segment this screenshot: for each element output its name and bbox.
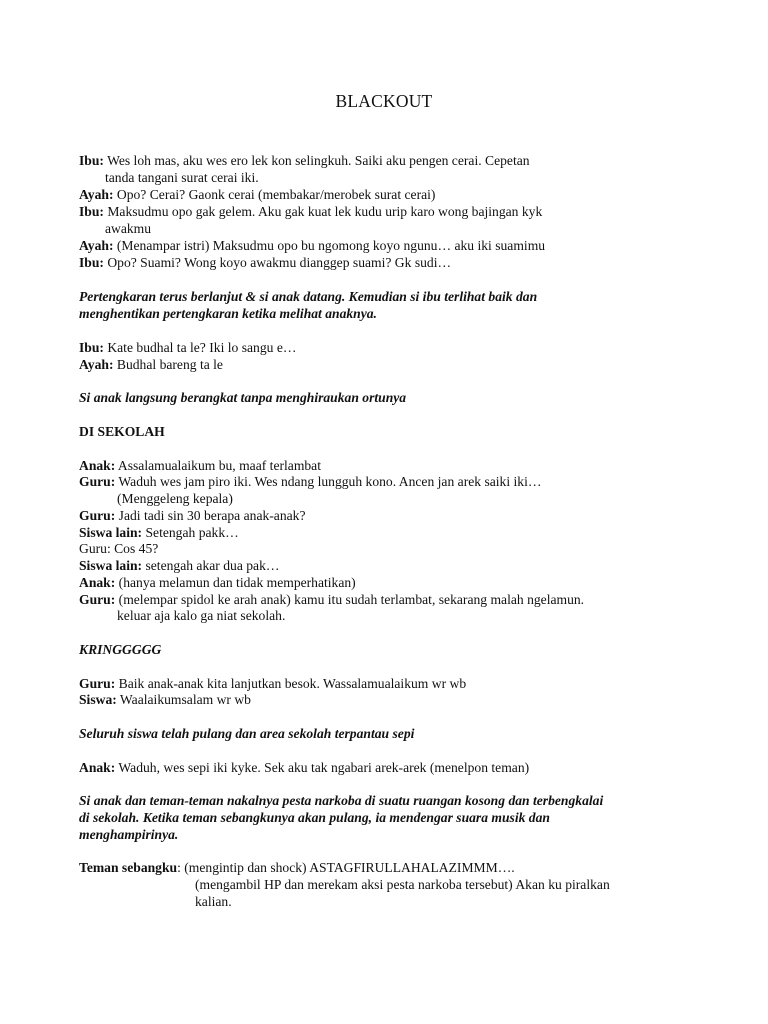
dialogue-line bbox=[79, 255, 451, 272]
speaker-label: Teman sebangku bbox=[79, 860, 178, 875]
stage-direction: Si anak dan teman-teman nakalnya pesta narkoba di suatu ruangan kosong dan terbengkalai bbox=[79, 793, 604, 808]
speaker-label: Guru: bbox=[79, 592, 116, 607]
speaker-label: Siswa lain: bbox=[79, 558, 143, 573]
stage-direction: menghentikan pertengkaran ketika melihat anaknya. bbox=[79, 306, 377, 321]
dialogue-line bbox=[79, 153, 530, 170]
dialogue-text: Baik anak-anak kita lanjutkan besok. Wassalamualaikum wr wb bbox=[115, 676, 467, 691]
stage-direction: Pertengkaran terus berlanjut & si anak datang. Kemudian si ibu terlihat baik dan bbox=[79, 289, 538, 304]
dialogue-text: Waduh, wes sepi iki kyke. Sek aku tak ngabari arek-arek (menelpon teman) bbox=[115, 760, 530, 775]
dialogue-text: Assalamualaikum bu, maaf terlambat bbox=[115, 458, 321, 473]
stage-direction: KRINGGGGG bbox=[79, 642, 162, 657]
scene-heading: DI SEKOLAH bbox=[79, 424, 165, 439]
dialogue-line bbox=[79, 204, 542, 221]
dialogue-text: (hanya melamun dan tidak memperhatikan) bbox=[115, 575, 356, 590]
dialogue-text: Budhal bareng ta le bbox=[113, 357, 223, 372]
dialogue-continuation: tanda tangani surat cerai iki. bbox=[105, 170, 259, 185]
document-title: BLACKOUT bbox=[335, 91, 433, 111]
speaker-label: Ibu: bbox=[79, 204, 104, 219]
speaker-label: Ayah: bbox=[79, 187, 114, 202]
dialogue-text: Opo? Cerai? Gaonk cerai (membakar/merobek surat cerai) bbox=[113, 187, 436, 202]
stage-direction: Seluruh siswa telah pulang dan area sekolah terpantau sepi bbox=[79, 726, 415, 741]
dialogue-continuation: (mengambil HP dan merekam aksi pesta narkoba tersebut) Akan ku piralkan bbox=[195, 877, 610, 892]
stage-direction: di sekolah. Ketika teman sebangkunya akan pulang, ia mendengar suara musik dan bbox=[79, 810, 550, 825]
dialogue-text: Opo? Suami? Wong koyo awakmu dianggep suami? Gk sudi… bbox=[103, 255, 452, 270]
dialogue-text: Kate budhal ta le? Iki lo sangu e… bbox=[103, 340, 297, 355]
dialogue-line bbox=[79, 458, 321, 475]
speaker-label: Anak: bbox=[79, 760, 116, 775]
dialogue-text: Jadi tadi sin 30 berapa anak-anak? bbox=[115, 508, 306, 523]
dialogue-line bbox=[79, 575, 356, 592]
dialogue-continuation: kalian. bbox=[195, 894, 232, 909]
dialogue-line bbox=[79, 558, 279, 575]
speaker-label: Ibu: bbox=[79, 340, 104, 355]
dialogue-text: (Menampar istri) Maksudmu opo bu ngomong koyo ngunu… aku iki suamimu bbox=[113, 238, 546, 253]
speaker-label: Siswa lain: bbox=[79, 525, 143, 540]
dialogue-line bbox=[79, 508, 306, 525]
speaker-label: Guru: bbox=[79, 474, 116, 489]
dialogue-line bbox=[79, 760, 529, 777]
dialogue-line bbox=[79, 340, 296, 357]
dialogue-line bbox=[79, 541, 158, 558]
dialogue-continuation: keluar aja kalo ga niat sekolah. bbox=[117, 608, 286, 623]
stage-direction: Si anak langsung berangkat tanpa menghiraukan ortunya bbox=[79, 390, 407, 405]
dialogue-text: : (mengintip dan shock) ASTAGFIRULLAHALAZIMMM…. bbox=[177, 860, 515, 875]
dialogue-text: Waalaikumsalam wr wb bbox=[116, 692, 251, 707]
dialogue-line bbox=[79, 474, 541, 491]
dialogue-line bbox=[79, 525, 239, 542]
dialogue-line bbox=[79, 676, 466, 693]
dialogue-line bbox=[79, 357, 223, 374]
dialogue-text: setengah akar dua pak… bbox=[142, 558, 280, 573]
speaker-label: Siswa: bbox=[79, 692, 117, 707]
dialogue-text: Setengah pakk… bbox=[142, 525, 239, 540]
dialogue-text: Maksudmu opo gak gelem. Aku gak kuat lek kudu urip karo wong bajingan kyk bbox=[103, 204, 543, 219]
dialogue-line bbox=[79, 592, 584, 609]
speaker-label: Anak: bbox=[79, 458, 116, 473]
dialogue-line bbox=[79, 860, 515, 877]
speaker-label: Ayah: bbox=[79, 238, 114, 253]
speaker-label: Ibu: bbox=[79, 255, 104, 270]
speaker-label: Guru: bbox=[79, 676, 116, 691]
dialogue-continuation: (Menggeleng kepala) bbox=[117, 491, 233, 506]
stage-direction: menghampirinya. bbox=[79, 827, 179, 842]
dialogue-text: (melempar spidol ke arah anak) kamu itu sudah terlambat, sekarang malah ngelamun. bbox=[115, 592, 585, 607]
speaker-label: Ayah: bbox=[79, 357, 114, 372]
dialogue-text: Wes loh mas, aku wes ero lek kon selingkuh. Saiki aku pengen cerai. Cepetan bbox=[103, 153, 530, 168]
dialogue-continuation: awakmu bbox=[105, 221, 152, 236]
dialogue-line bbox=[79, 187, 435, 204]
dialogue-text: Waduh wes jam piro iki. Wes ndang lungguh kono. Ancen jan arek saiki iki… bbox=[115, 474, 542, 489]
dialogue-line bbox=[79, 692, 251, 709]
speaker-label: Ibu: bbox=[79, 153, 104, 168]
dialogue-text: Guru: Cos 45? bbox=[79, 541, 159, 556]
speaker-label: Guru: bbox=[79, 508, 116, 523]
dialogue-line bbox=[79, 238, 545, 255]
speaker-label: Anak: bbox=[79, 575, 116, 590]
